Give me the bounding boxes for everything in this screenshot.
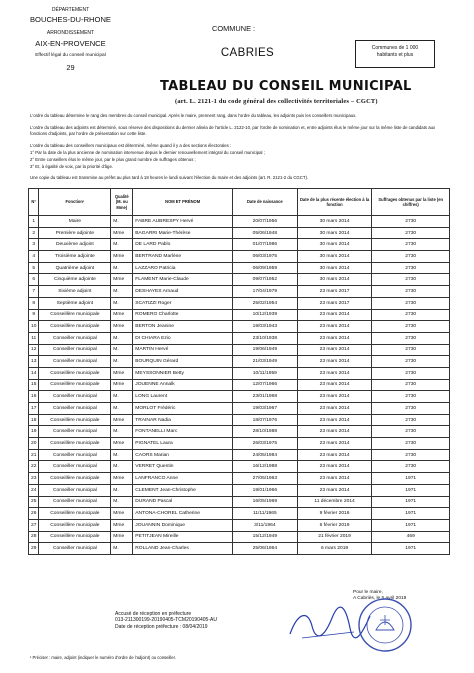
cell-num: 9 (29, 309, 39, 321)
cell-naissance: 27/05/1963 (233, 473, 298, 485)
cell-qualite: Mme (111, 251, 133, 263)
cell-naissance: 10/12/1939 (233, 309, 298, 321)
table-row (29, 227, 450, 239)
cell-nom: BAGARRI Marie-Thérèse (133, 227, 233, 239)
table-body (29, 216, 450, 555)
cell-nom: BOURQUIN Gérard (133, 356, 233, 368)
cell-num: 5 (29, 262, 39, 274)
cell-num: 17 (29, 403, 39, 415)
cell-naissance: 06/03/1975 (233, 251, 298, 263)
cell-num: 26 (29, 508, 39, 520)
cell-num: 14 (29, 367, 39, 379)
intro-paragraph-7: Une copie du tableau est transmise au préfet au plus tard à 18 heures le lundi suivant l'élection du maire et des adjoints (art. R. 2121-2 du CGCT). (30, 175, 309, 180)
cell-election: 30 mars 2014 (297, 239, 372, 251)
table-row (29, 286, 450, 298)
cell-num: 13 (29, 356, 39, 368)
table-row (29, 216, 450, 228)
arrondissement-name: AIX-EN-PROVENCE (35, 39, 106, 48)
cell-nom: BERTON Jeanine (133, 321, 233, 333)
cell-suffrages: 2730 (372, 367, 450, 379)
cell-qualite: M. (111, 391, 133, 403)
cell-election: 23 mars 2014 (297, 473, 372, 485)
footnote: ¹ Préciser : maire, adjoint (indiquer le numéro d'ordre de l'adjoint) ou conseiller. (30, 655, 176, 660)
cell-qualite: M. (111, 543, 133, 555)
table-row (29, 344, 450, 356)
receipt-line-2: 013-211300199-20190405-TCM20190405-AU (115, 617, 217, 624)
prefecture-receipt (115, 611, 217, 630)
table-row (29, 508, 450, 520)
population-box (355, 40, 435, 68)
cell-qualite: Mme (111, 379, 133, 391)
cell-election: 30 mars 2014 (297, 251, 372, 263)
cell-election: 9 février 2016 (297, 508, 372, 520)
cell-election: 11 décembre 2014 (297, 496, 372, 508)
cell-fonction: Maire (39, 216, 111, 228)
header-naissance: Date de naissance (233, 189, 298, 216)
cell-fonction: Conseiller municipal (39, 391, 111, 403)
intro-paragraph-2: L'ordre du tableau des adjoints est déterminé, sous réserve des dispositions du dernier alinéa de l'article L. 2122-10, par l'ordre de nomination et, entre adjoints élus le même jour sur la même liste de candidats aux fonctions d'adjoints, par l'ordre de présentation sur cette liste. (30, 125, 436, 136)
cell-suffrages: 2730 (372, 332, 450, 344)
cell-fonction: Troisième adjointe (39, 251, 111, 263)
signoff-line-2: A Cabriès, le 5 avril 2019 (353, 596, 407, 602)
cell-election: 23 mars 2014 (297, 484, 372, 496)
cell-naissance: 3/11/1964 (233, 519, 298, 531)
cell-fonction: Conseiller municipal (39, 344, 111, 356)
intro-paragraph-5: 2° Entre conseillers élus le même jour, par le plus grand nombre de suffrages obtenus ; (30, 157, 196, 162)
population-line-1: Communes de 1 000 (371, 45, 419, 51)
cell-nom: CAORS Marian (133, 449, 233, 461)
cell-fonction: Conseillère municipale (39, 519, 111, 531)
intro-paragraph-3: L'ordre du tableau des conseillers municipaux est déterminé, même quand il y a des sections électorales : (30, 143, 232, 148)
table-row (29, 484, 450, 496)
cell-fonction: Conseillère municipale (39, 531, 111, 543)
cell-qualite: M. (111, 216, 133, 228)
document-subtitle: (art. L. 2121-1 du code général des collectivités territoriales – CGCT) (175, 98, 378, 105)
table-row (29, 239, 450, 251)
cell-naissance: 01/07/1986 (233, 239, 298, 251)
cell-election: 23 mars 2014 (297, 449, 372, 461)
cell-fonction: Conseillère municipale (39, 438, 111, 450)
cell-fonction: Première adjointe (39, 227, 111, 239)
cell-fonction: Conseillère municipale (39, 321, 111, 333)
table-row (29, 274, 450, 286)
receipt-line-1: Accusé de réception en préfecture (115, 611, 192, 617)
cell-election: 30 mars 2014 (297, 227, 372, 239)
table-row (29, 426, 450, 438)
cell-suffrages: 2730 (372, 274, 450, 286)
cell-naissance: 18/07/1976 (233, 414, 298, 426)
cell-suffrages: 2730 (372, 379, 450, 391)
cell-suffrages: 1971 (372, 496, 450, 508)
cell-election: 21 février 2019 (297, 531, 372, 543)
cell-qualite: Mme (111, 438, 133, 450)
cell-election: 23 mars 2014 (297, 426, 372, 438)
cell-suffrages: 2730 (372, 321, 450, 333)
cell-num: 1 (29, 216, 39, 228)
commune-label: COMMUNE : (212, 24, 256, 33)
cell-naissance: 11/11/1965 (233, 508, 298, 520)
cell-nom: TRAINAR Nadia (133, 414, 233, 426)
cell-fonction: Conseiller municipal (39, 461, 111, 473)
table-row (29, 531, 450, 543)
cell-fonction: Conseiller municipal (39, 332, 111, 344)
cell-fonction: Deuxième adjoint (39, 239, 111, 251)
table-row (29, 403, 450, 415)
header-suffrages: Suffrages obtenus par la liste (en chiffres) (372, 189, 450, 216)
cell-election: 6 février 2019 (297, 519, 372, 531)
cell-naissance: 19/06/1949 (233, 344, 298, 356)
cell-election: 23 mars 2014 (297, 309, 372, 321)
cell-qualite: Mme (111, 274, 133, 286)
cell-num: 18 (29, 414, 39, 426)
cell-suffrages: 1971 (372, 543, 450, 555)
header-election: Date de la plus récente élection à la fonction (297, 189, 372, 216)
cell-suffrages: 2730 (372, 309, 450, 321)
cell-fonction: Conseiller municipal (39, 449, 111, 461)
cell-fonction: Conseiller municipal (39, 484, 111, 496)
cell-num: 3 (29, 239, 39, 251)
table-row (29, 321, 450, 333)
cell-suffrages: 2730 (372, 449, 450, 461)
cell-suffrages: 1971 (372, 484, 450, 496)
cell-naissance: 23/10/1938 (233, 332, 298, 344)
cell-naissance: 16/12/1988 (233, 461, 298, 473)
cell-qualite: Mme (111, 473, 133, 485)
cell-election: 23 mars 2014 (297, 332, 372, 344)
cell-nom: SCATIZZI Roger (133, 297, 233, 309)
cell-nom: DE LARD Pablo (133, 239, 233, 251)
cell-election: 23 mars 2017 (297, 297, 372, 309)
cell-fonction: Conseiller municipal (39, 403, 111, 415)
cell-naissance: 06/09/1959 (233, 262, 298, 274)
cell-election: 30 mars 2014 (297, 216, 372, 228)
cell-qualite: Mme (111, 508, 133, 520)
cell-nom: JOUANNIN Dominique (133, 519, 233, 531)
cell-suffrages: 2730 (372, 262, 450, 274)
cell-suffrages: 2730 (372, 286, 450, 298)
cell-fonction: Quatrième adjoint (39, 262, 111, 274)
cell-suffrages: 1971 (372, 508, 450, 520)
table-row (29, 438, 450, 450)
cell-num: 28 (29, 531, 39, 543)
intro-paragraph-1: L'ordre du tableau détermine le rang des membres du conseil municipal. Après le maire, prennent rang, dans l'ordre du tableau, les adjoints puis les conseillers municipaux. (30, 113, 357, 118)
cell-naissance: 25/02/1954 (233, 297, 298, 309)
table-row (29, 309, 450, 321)
cell-suffrages: 469 (372, 531, 450, 543)
cell-nom: DESHAYES Arnaud (133, 286, 233, 298)
document-title: TABLEAU DU CONSEIL MUNICIPAL (160, 79, 412, 94)
cell-election: 23 mars 2014 (297, 461, 372, 473)
cell-nom: DI CHIARA Ezio (133, 332, 233, 344)
cell-num: 15 (29, 379, 39, 391)
cell-suffrages: 2730 (372, 438, 450, 450)
cell-num: 19 (29, 426, 39, 438)
departement-label: DÉPARTEMENT (51, 7, 90, 13)
cell-naissance: 24/05/1984 (233, 449, 298, 461)
cell-nom: MORLOT Frédéric (133, 403, 233, 415)
cell-num: 11 (29, 332, 39, 344)
table-row (29, 262, 450, 274)
effectif-label: Effectif légal du conseil municipal (35, 53, 106, 58)
cell-naissance: 28/10/1988 (233, 426, 298, 438)
cell-fonction: Conseillère municipale (39, 309, 111, 321)
table-row (29, 449, 450, 461)
cell-num: 25 (29, 496, 39, 508)
cell-nom: FLAMENT Marie-Claude (133, 274, 233, 286)
cell-naissance: 12/07/1966 (233, 379, 298, 391)
cell-num: 8 (29, 297, 39, 309)
cell-fonction: Septième adjoint (39, 297, 111, 309)
cell-num: 6 (29, 274, 39, 286)
population-line-2: habitants et plus (376, 51, 414, 58)
cell-nom: LANFRANCO Anne (133, 473, 233, 485)
cell-nom: FABRE AUBRESPY Hervé (133, 216, 233, 228)
cell-nom: LAZZARO Patricia (133, 262, 233, 274)
cell-fonction: Cinquième adjointe (39, 274, 111, 286)
cell-election: 6 mars 2019 (297, 543, 372, 555)
cell-qualite: M. (111, 297, 133, 309)
cell-num: 4 (29, 251, 39, 263)
cell-num: 16 (29, 391, 39, 403)
cell-naissance: 21/03/1949 (233, 356, 298, 368)
cell-qualite: M. (111, 449, 133, 461)
cell-suffrages: 2730 (372, 297, 450, 309)
cell-suffrages: 1971 (372, 519, 450, 531)
cell-fonction: Sixième adjoint (39, 286, 111, 298)
cell-election: 23 mars 2014 (297, 379, 372, 391)
cell-num: 21 (29, 449, 39, 461)
cell-qualite: M. (111, 239, 133, 251)
table-row (29, 473, 450, 485)
cell-fonction: Conseiller municipal (39, 426, 111, 438)
cell-naissance: 19/03/1967 (233, 403, 298, 415)
cell-qualite: M. (111, 461, 133, 473)
cell-nom: BERTRAND Marlène (133, 251, 233, 263)
cell-election: 23 mars 2014 (297, 403, 372, 415)
cell-qualite: M. (111, 286, 133, 298)
cell-fonction: Conseillère municipale (39, 414, 111, 426)
cell-suffrages: 2730 (372, 461, 450, 473)
cell-nom: ANTONA-CHOREL Catherine (133, 508, 233, 520)
cell-nom: PIGNATEL Laura (133, 438, 233, 450)
cell-fonction: Conseillère municipale (39, 473, 111, 485)
cell-nom: MEYSSONNIER Betty (133, 367, 233, 379)
council-table (28, 188, 450, 555)
table-row (29, 414, 450, 426)
cell-suffrages: 2730 (372, 239, 450, 251)
cell-num: 10 (29, 321, 39, 333)
table-row (29, 461, 450, 473)
table-row (29, 496, 450, 508)
cell-num: 27 (29, 519, 39, 531)
cell-naissance: 10/11/1959 (233, 367, 298, 379)
cell-naissance: 09/07/1952 (233, 274, 298, 286)
table-header-row (29, 189, 450, 216)
cell-qualite: M. (111, 356, 133, 368)
intro-paragraph-6: 3° Et, à égalité de voix, par la priorité d'âge. (30, 164, 114, 169)
cell-election: 23 mars 2014 (297, 367, 372, 379)
cell-election: 23 mars 2017 (297, 286, 372, 298)
official-stamp (356, 596, 414, 654)
cell-election: 30 mars 2014 (297, 262, 372, 274)
cell-naissance: 19/03/1943 (233, 321, 298, 333)
header-num: N° (29, 189, 39, 216)
cell-qualite: Mme (111, 414, 133, 426)
cell-qualite: M. (111, 262, 133, 274)
cell-nom: DURAND Pascal (133, 496, 233, 508)
cell-nom: JOUENNE Annalk (133, 379, 233, 391)
cell-qualite: M. (111, 484, 133, 496)
signoff-line-1: Pour le maire, (353, 590, 383, 595)
table-row (29, 297, 450, 309)
header-fonction: Fonction¹ (39, 189, 111, 216)
cell-naissance: 15/12/1949 (233, 531, 298, 543)
cell-qualite: Mme (111, 519, 133, 531)
cell-election: 23 mars 2014 (297, 356, 372, 368)
table-row (29, 356, 450, 368)
cell-suffrages: 2730 (372, 414, 450, 426)
cell-qualite: Mme (111, 227, 133, 239)
table-row (29, 391, 450, 403)
cell-naissance: 19/01/1966 (233, 484, 298, 496)
cell-nom: LONG Laurent (133, 391, 233, 403)
header-nom: NOM ET PRÉNOM (133, 189, 233, 216)
cell-suffrages: 1971 (372, 473, 450, 485)
cell-election: 23 mars 2014 (297, 438, 372, 450)
cell-qualite: Mme (111, 367, 133, 379)
cell-num: 12 (29, 344, 39, 356)
table-row (29, 251, 450, 263)
table-row (29, 332, 450, 344)
arrondissement-label: ARRONDISSEMENT (46, 30, 95, 36)
intro-paragraph-4: 1° Par la date de la plus ancienne de nomination intervenue depuis le dernier renouvellement intégral du conseil municipal ; (30, 150, 265, 155)
cell-num: 2 (29, 227, 39, 239)
table-row (29, 519, 450, 531)
cell-fonction: Conseillère municipale (39, 367, 111, 379)
cell-suffrages: 2730 (372, 216, 450, 228)
cell-naissance: 26/03/1975 (233, 438, 298, 450)
cell-naissance: 23/01/1968 (233, 391, 298, 403)
cell-naissance: 05/06/1948 (233, 227, 298, 239)
cell-qualite: M. (111, 344, 133, 356)
cell-suffrages: 2730 (372, 403, 450, 415)
cell-qualite: Mme (111, 309, 133, 321)
cell-election: 23 mars 2014 (297, 414, 372, 426)
cell-qualite: Mme (111, 321, 133, 333)
cell-suffrages: 2730 (372, 344, 450, 356)
cell-fonction: Conseiller municipal (39, 543, 111, 555)
cell-suffrages: 2730 (372, 227, 450, 239)
cell-qualite: Mme (111, 531, 133, 543)
cell-fonction: Conseillère municipale (39, 379, 111, 391)
cell-qualite: M. (111, 403, 133, 415)
departement-name: BOUCHES-DU-RHONE (29, 15, 111, 24)
cell-naissance: 16/05/1969 (233, 496, 298, 508)
cell-nom: MARTIN Hervé (133, 344, 233, 356)
cell-suffrages: 2730 (372, 391, 450, 403)
table-row (29, 379, 450, 391)
cell-nom: CLEMENT Jean-Christophe (133, 484, 233, 496)
cell-num: 20 (29, 438, 39, 450)
cell-naissance: 20/07/1956 (233, 216, 298, 228)
header-qualite: Qualité (M. ou Mme) (111, 189, 133, 216)
cell-suffrages: 2730 (372, 426, 450, 438)
cell-qualite: M. (111, 332, 133, 344)
cell-fonction: Conseillère municipale (39, 508, 111, 520)
cell-election: 23 mars 2014 (297, 391, 372, 403)
cell-suffrages: 2730 (372, 356, 450, 368)
cell-election: 30 mars 2014 (297, 274, 372, 286)
cell-naissance: 17/04/1979 (233, 286, 298, 298)
cell-election: 23 mars 2014 (297, 321, 372, 333)
cell-num: 29 (29, 543, 39, 555)
cell-nom: ROMERO Charlotte (133, 309, 233, 321)
receipt-line-3: Date de réception préfecture : 08/04/2019 (115, 623, 208, 630)
cell-num: 24 (29, 484, 39, 496)
cell-election: 23 mars 2014 (297, 344, 372, 356)
cell-num: 22 (29, 461, 39, 473)
cell-num: 23 (29, 473, 39, 485)
table-row (29, 367, 450, 379)
cell-fonction: Conseiller municipal (39, 356, 111, 368)
commune-name: CABRIES (220, 47, 275, 59)
effectif-value: 29 (66, 63, 75, 72)
cell-naissance: 25/06/1964 (233, 543, 298, 555)
cell-nom: ROLLAND Jean-Charles (133, 543, 233, 555)
cell-nom: VERRET Quentin (133, 461, 233, 473)
cell-nom: FONTANELLI Marc (133, 426, 233, 438)
cell-suffrages: 2730 (372, 251, 450, 263)
cell-nom: PETITJEAN Mireille (133, 531, 233, 543)
cell-num: 7 (29, 286, 39, 298)
cell-qualite: M. (111, 496, 133, 508)
table-row (29, 543, 450, 555)
cell-fonction: Conseiller municipal (39, 496, 111, 508)
cell-qualite: M. (111, 426, 133, 438)
